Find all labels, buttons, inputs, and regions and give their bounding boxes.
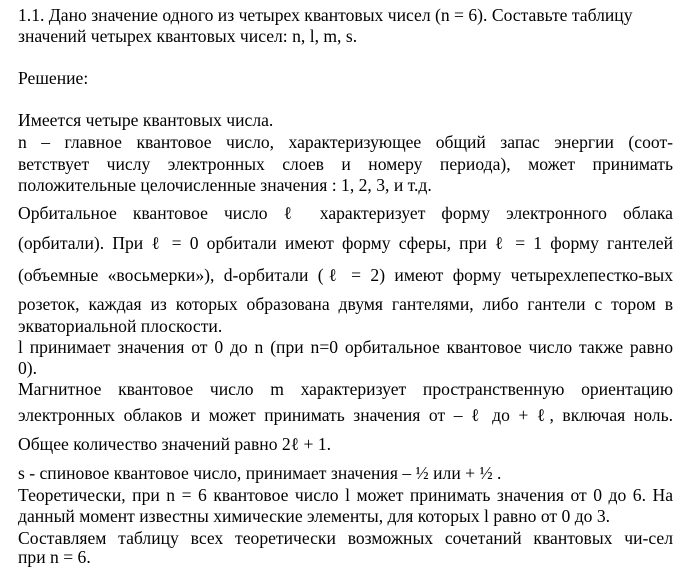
table-text-2: при n = 6. [18, 547, 91, 567]
m-text-1: Магнитное квантовое число m характеризует пространственную ориентацию [18, 379, 673, 399]
l-text-4: розеток, каждая из которых образована двумя гантелями, либо гантели с тором в [18, 294, 673, 314]
l-text-3: (объемные «восьмерки»), d-орбитали (ℓ = 2) имеют форму четырехлепестко-вых [18, 265, 673, 285]
n-text-1: n – главное квантовое число, характеризующее общий запас энергии (соот- [18, 132, 673, 152]
l-text-2: (орбитали). При ℓ = 0 орбитали имеют форму сферы, при ℓ = 1 форму гантелей [18, 233, 673, 253]
problem-line-2: значений четырех квантовых чисел: n, l, m, s. [18, 26, 358, 46]
table-text-1: Составляем таблицу всех теоретически возможных сочетаний квантовых чи-сел [18, 528, 673, 548]
l-text-5: экваториальной плоскости. [18, 316, 223, 336]
s-text: s - спиновое квантовое число, принимает значения – ½ или + ½ . [18, 463, 502, 483]
l-text-1: Орбитальное квантовое число ℓ характеризует форму электронного облака [18, 203, 673, 223]
problem-line-1: 1.1. Дано значение одного из четырех квантовых чисел (n = 6). Составьте таблицу [18, 5, 633, 25]
n-text-3: положительные целочисленные значения : 1, 2, 3, и т.д. [18, 175, 432, 195]
theory-text-1: Теоретически, при n = 6 квантовое число l может принимать значения от 0 до 6. На [18, 485, 673, 505]
l-text-7: 0). [18, 358, 38, 378]
n-text-2: ветствует числу электронных слоев и номеру периода), может принимать [18, 154, 673, 174]
theory-text-2: данный момент известны химические элементы, для которых l равно от 0 до 3. [18, 506, 611, 526]
solution-heading: Решение: [18, 68, 89, 88]
m-text-2: электронных облаков и может принимать значения от – ℓ до + ℓ, включая ноль. [18, 405, 673, 425]
l-text-6: l принимает значения от 0 до n (при n=0 орбитальное квантовое число также равно [18, 337, 673, 357]
total-values-text: Общее количество значений равно 2ℓ + 1. [18, 434, 332, 454]
intro-text: Имеется четыре квантовых числа. [18, 110, 274, 130]
